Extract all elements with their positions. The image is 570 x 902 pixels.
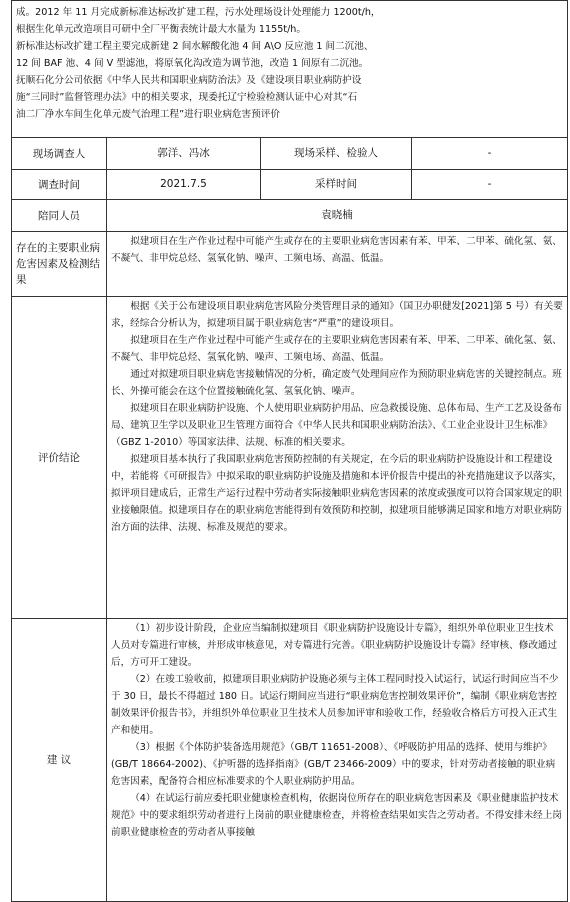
conclusion-label: 评价结论 [12, 297, 107, 619]
advice-paragraph: （2）在竣工验收前，拟建项目职业病防护设施必须与主体工程同时投入试运行，试运行时间应当不少于 30 日，最长不得超过 180 日。试运行期间应当进行“职业病危害控制效果评价”，编制《职业病危害控制效果评价报告书》，并组织外单位职业卫生技术人员参加评审和验收工作，经验收合格后方可投入正式生产和使用。 [111, 674, 559, 736]
advice-paragraph: （4）在试运行前应委托职业健康检查机构，依据岗位所存在的职业病危害因素及《职业健康监护技术规范》中的要求组织劳动者进行上岗前的职业健康检查，并将检查结果如实告之劳动者。不得安排未经上岗前职业健康检查的劳动者从事接触 [111, 793, 562, 838]
advice-label: 建 议 [12, 619, 107, 902]
overview-line: 抚顺石化分公司依据《中华人民共和国职业病防治法》及《建设项目职业病防护设 [16, 75, 362, 86]
sampler-label: 现场采样、检验人 [261, 138, 412, 170]
project-overview-cell [12, 1, 568, 138]
overview-line: 油二厂净水车间生化单元废气治理工程”进行职业病危害预评价 [16, 109, 281, 120]
hazard-factors-label: 存在的主要职业病危害因素及检测结果 [12, 232, 107, 297]
conclusion-paragraph: 拟建项目基本执行了我国职业病危害预防控制的有关规定，在今后的职业病防护设施设计和工程建设中，若能将《可研报告》中拟采取的职业病防护设施及措施和本评价报告中提出的补充措施建议予以落实，拟评项目建成后，正常生产运行过程中劳动者实际接触职业病危害因素的浓度或强度可以符合国家规定的职业接触限值。拟建项目存在的职业病危害能得到有效预防和控制，拟建项目能够满足国家和地方对职业病防治方面的法律、法规、标准及规范的要求。 [111, 454, 562, 533]
advice-content [107, 619, 568, 902]
overview-line: 成。2012 年 11 月完成新标准达标改扩建工程，污水处理场设计处理能力 1200t/h， [16, 7, 381, 18]
survey-date-label: 调查时间 [12, 170, 107, 200]
survey-date-value: 2021.7.5 [107, 170, 261, 200]
conclusion-paragraph: 拟建项目在职业病防护设施、个人使用职业病防护用品、应急救援设施、总体布局、生产工艺及设备布局、建筑卫生学以及职业卫生管理方面符合《中华人民共和国职业病防治法》、《工业企业设计卫生标准》（GBZ 1-2010）等国家法律、法规、标准的相关要求。 [111, 403, 562, 448]
overview-line: 新标准达标改扩建工程主要完成新建 2 间水解酸化池 4 间 A\O 反应池 1 间二沉池、 [16, 41, 374, 52]
advice-paragraph: （1）初步设计阶段，企业应当编制拟建项目《职业病防护设施设计专篇》，组织外单位职业卫生技术人员对专篇进行审核，并形成审核意见，对专篇进行完善。《职业病防护设施设计专篇》经审核、修改通过后，方可开工建设。 [111, 623, 558, 668]
hazard-factors-text: 拟建项目在生产作业过程中可能产生或存在的主要职业病危害因素有苯、甲苯、二甲苯、硫化氢、氨、不凝气、非甲烷总烃、氢氧化钠、噪声、工频电场、高温、低温。 [107, 232, 568, 297]
accompany-label: 陪同人员 [12, 200, 107, 232]
accompany-value: 袁晓楠 [107, 200, 568, 232]
sample-time-value: - [412, 170, 568, 200]
sampler-value: - [412, 138, 568, 170]
conclusion-paragraph: 拟建项目在生产作业过程中可能产生或存在的主要职业病危害因素有苯、甲苯、二甲苯、硫化氢、氨、不凝气、非甲烷总烃、氢氧化钠、噪声、工频电场、高温、低温。 [111, 335, 562, 363]
sample-time-label: 采样时间 [261, 170, 412, 200]
conclusion-paragraph: 通过对拟建项目职业病危害接触情况的分析，确定废气处理间应作为预防职业病危害的关键控制点。班长、外操可能会在这个位置接触硫化氢、氢氧化钠、噪声。 [111, 369, 562, 397]
overview-line: 施“三同时”监督管理办法》中的相关要求，现委托辽宁检验检测认证中心对其“石 [16, 92, 358, 103]
evaluation-form-table [11, 0, 568, 902]
conclusion-content [107, 297, 568, 619]
overview-line: 12 间 BAF 池、4 间 V 型滤池，将原氧化沟改造为调节池，改造 1 间原有二沉池。 [16, 58, 369, 69]
overview-line: 根据生化单元改造项目可研中全厂平衡表统计最大水量为 1155t/h。 [16, 24, 306, 35]
advice-paragraph: （3）根据《个体防护装备选用规范》（GB/T 11651-2008）、《呼吸防护用品的选择、使用与维护》(GB/T 18664-2002)、《护听器的选择指南》(GB/T 23466-2009）中的要求，针对劳动者接触的职业病危害因素，配备符合相应标准要求的个人职业病防护用品。 [111, 742, 556, 787]
conclusion-paragraph: 根据《关于公布建设项目职业病危害风险分类管理目录的通知》（国卫办职健发[2021]第 5 号）有关要求，经综合分析认为，拟建项目属于职业病危害“严重”的建设项目。 [111, 301, 563, 329]
investigator-label: 现场调查人 [12, 138, 107, 170]
investigator-value: 郭洋、冯冰 [107, 138, 261, 170]
